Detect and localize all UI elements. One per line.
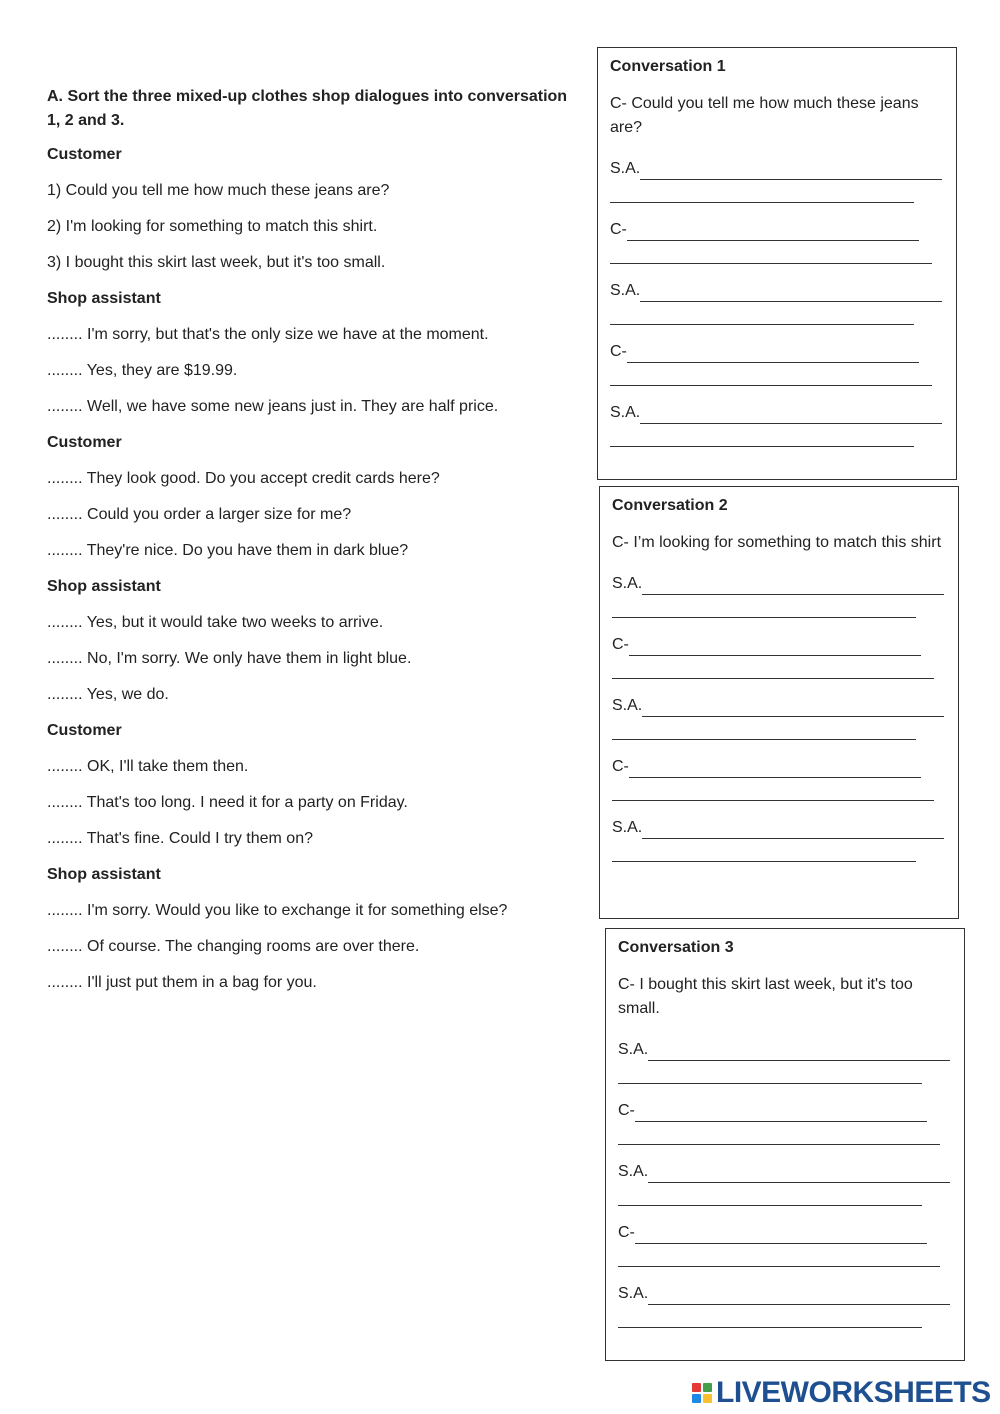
logo-square [692,1394,701,1403]
blank-underline[interactable] [618,1061,922,1084]
dialogue-line: ........ That's too long. I need it for a party on Friday. [47,794,408,811]
speaker-heading: Customer [47,146,122,163]
answer-blank-pair [610,398,944,447]
answer-blank-pair [618,1218,952,1267]
blank-underline[interactable] [648,1164,950,1183]
answer-line[interactable] [610,337,944,363]
dialogue-line: ........ They look good. Do you accept credit cards here? [47,470,440,487]
speaker-label: C- [612,636,629,653]
answer-line[interactable] [618,1157,952,1183]
speaker-label: C- [612,758,629,775]
dialogue-line: ........ I'm sorry. Would you like to exchange it for something else? [47,902,508,919]
blank-underline[interactable] [618,1305,922,1328]
dialogue-line: ........ No, I'm sorry. We only have them in light blue. [47,650,412,667]
speaker-label: C- [610,343,627,360]
conversation-title: Conversation 2 [612,497,728,514]
answer-line[interactable] [610,215,944,241]
speaker-label: S.A. [612,819,643,836]
conversation-3-box [605,928,965,1361]
speaker-label: S.A. [610,404,641,421]
answer-line[interactable] [612,569,946,595]
answer-line[interactable] [618,1218,952,1244]
conversation-2-box [599,486,959,919]
blank-underline[interactable] [618,1122,940,1145]
dialogue-line: ........ Yes, we do. [47,686,169,703]
blank-underline[interactable] [612,717,916,740]
speaker-label: C- [618,1102,635,1119]
answer-line[interactable] [618,1096,952,1122]
speaker-label: S.A. [610,282,641,299]
dialogue-line: ........ Yes, but it would take two weeks to arrive. [47,614,384,631]
blank-underline[interactable] [648,1286,950,1305]
speaker-heading: Shop assistant [47,866,161,883]
answer-blank-pair [610,215,944,264]
logo-square [703,1394,712,1403]
dialogue-line: ........ I'm sorry, but that's the only size we have at the moment. [47,326,489,343]
blank-underline[interactable] [640,161,942,180]
blank-underline[interactable] [627,222,919,241]
speaker-label: S.A. [618,1285,649,1302]
blank-underline[interactable] [640,405,942,424]
logo-text: LIVEWORKSHEETS [716,1376,991,1409]
blank-underline[interactable] [648,1042,950,1061]
answer-blank-pair [618,1157,952,1206]
blank-underline[interactable] [635,1103,927,1122]
answer-line[interactable] [612,813,946,839]
blank-underline[interactable] [640,283,942,302]
answer-line[interactable] [610,276,944,302]
answer-line[interactable] [612,691,946,717]
dialogue-line: ........ Could you order a larger size for me? [47,506,352,523]
answer-line[interactable] [618,1279,952,1305]
answer-line[interactable] [610,154,944,180]
logo-square [703,1383,712,1392]
logo-square [692,1383,701,1392]
speaker-label: S.A. [618,1163,649,1180]
conversation-1-box [597,47,957,480]
blank-underline[interactable] [629,637,921,656]
conversation-title: Conversation 3 [618,939,734,956]
answer-blank-pair [612,813,946,862]
blank-underline[interactable] [610,241,932,264]
speaker-heading: Customer [47,434,122,451]
conversation-prompt: C- I bought this skirt last week, but it's too small. [618,976,913,1017]
blank-underline[interactable] [612,839,916,862]
dialogue-line: ........ They're nice. Do you have them in dark blue? [47,542,409,559]
answer-blank-pair [612,752,946,801]
answer-line[interactable] [612,752,946,778]
answer-line[interactable] [612,630,946,656]
speaker-label: C- [610,221,627,238]
answer-blanks [612,569,946,862]
dialogue-line: ........ Well, we have some new jeans just in. They are half price. [47,398,499,415]
speaker-heading: Shop assistant [47,290,161,307]
answer-line[interactable] [610,398,944,424]
dialogue-line: ........ Of course. The changing rooms are over there. [47,938,420,955]
dialogue-line: ........ OK, I'll take them then. [47,758,249,775]
answer-blanks [610,154,944,447]
instruction-heading: A. Sort the three mixed-up clothes shop dialogues into conversation 1, 2 and 3. [47,88,568,129]
blank-underline[interactable] [610,424,914,447]
answer-blank-pair [612,691,946,740]
blank-underline[interactable] [618,1244,940,1267]
logo-squares-icon [692,1383,712,1403]
dialogue-line: 2) I'm looking for something to match this shirt. [47,218,378,235]
answer-blank-pair [610,276,944,325]
answer-blank-pair [618,1035,952,1084]
blank-underline[interactable] [629,759,921,778]
blank-underline[interactable] [642,820,944,839]
speaker-label: C- [618,1224,635,1241]
blank-underline[interactable] [627,344,919,363]
blank-underline[interactable] [610,363,932,386]
dialogue-line: 3) I bought this skirt last week, but it's too small. [47,254,386,271]
speaker-label: S.A. [612,697,643,714]
speaker-label: S.A. [610,160,641,177]
blank-underline[interactable] [618,1183,922,1206]
dialogue-line: ........ That's fine. Could I try them on? [47,830,313,847]
blank-underline[interactable] [610,302,914,325]
speaker-label: S.A. [618,1041,649,1058]
dialogue-line: 1) Could you tell me how much these jeans are? [47,182,390,199]
answer-blank-pair [612,569,946,618]
dialogue-line: ........ I'll just put them in a bag for you. [47,974,317,991]
blank-underline[interactable] [610,180,914,203]
blank-underline[interactable] [642,698,944,717]
blank-underline[interactable] [612,778,934,801]
answer-blank-pair [618,1279,952,1328]
blank-underline[interactable] [612,595,916,618]
answer-blank-pair [610,154,944,203]
conversation-prompt: C- Could you tell me how much these jeans are? [610,95,919,136]
answer-blank-pair [618,1096,952,1145]
dialogue-line: ........ Yes, they are $19.99. [47,362,238,379]
liveworksheets-logo [692,1376,991,1410]
speaker-label: S.A. [612,575,643,592]
conversation-title: Conversation 1 [610,58,726,75]
blank-underline[interactable] [612,656,934,679]
conversation-prompt: C- I’m looking for something to match this shirt [612,534,942,551]
answer-blank-pair [610,337,944,386]
answer-blank-pair [612,630,946,679]
speaker-heading: Customer [47,722,122,739]
blank-underline[interactable] [642,576,944,595]
answer-line[interactable] [618,1035,952,1061]
answer-blanks [618,1035,952,1328]
speaker-heading: Shop assistant [47,578,161,595]
blank-underline[interactable] [635,1225,927,1244]
